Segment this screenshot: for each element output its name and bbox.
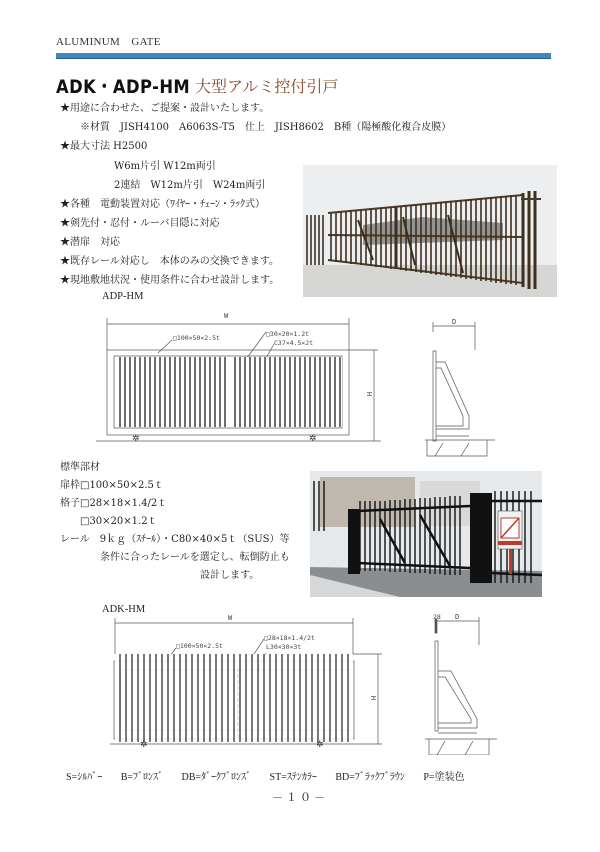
standard-parts-line: 扉枠□100×50×2.5ｔ — [60, 480, 164, 491]
wheel-icon: ✲ — [132, 434, 140, 444]
depth-dimension-label: D — [455, 613, 460, 621]
feature-line: ★各種 電動装置対応（ﾜｲﾔｰ・ﾁｪｰﾝ・ﾗｯｸ式） — [60, 199, 265, 210]
color-legend-item: S=ｼﾙﾊﾞｰ — [66, 772, 103, 783]
angle-spec-callout: L30×30×3t — [266, 643, 302, 651]
adk-hm-side-drawing — [425, 613, 510, 755]
wheel-icon: ✲ — [309, 434, 317, 444]
channel-spec-callout: C37×4.5×2t — [274, 339, 314, 347]
adk-hm-label: ADK-HM — [102, 604, 146, 615]
section-header: ALUMINUM GATE — [56, 36, 161, 48]
feature-line: ★潜扉 対応 — [60, 237, 120, 248]
wheel-icon: ✲ — [140, 740, 148, 750]
bar-spec-callout: □28×18×1.4/2t — [264, 634, 315, 642]
color-legend-item: ST=ｽﾃﾝｶﾗｰ — [269, 772, 317, 783]
width-dimension-label: W — [224, 312, 229, 320]
depth-dimension-label: D — [452, 318, 457, 326]
header-divider — [56, 53, 551, 59]
adp-hm-side-drawing — [425, 318, 510, 458]
frame-spec-callout: □100×50×2.5t — [173, 334, 220, 342]
standard-parts-heading: 標準部材 — [60, 462, 100, 473]
bar-spec-callout: □30×20×1.2t — [266, 330, 310, 338]
product-model-title: ADK・ADP-HM — [56, 76, 191, 98]
height-dimension-label: H — [366, 391, 375, 397]
adp-hm-label: ADP-HM — [102, 291, 144, 302]
color-legend — [66, 768, 481, 783]
adp-hm-elevation-drawing — [96, 310, 386, 455]
feature-line: ★剣先付・忍付・ルーバ目隠に対応 — [60, 218, 220, 229]
center-joint — [228, 357, 231, 427]
color-legend-item: B=ﾌﾞﾛﾝｽﾞ — [120, 772, 164, 783]
standard-parts-line: レール 9ｋｇ（ｽﾁｰﾙ）・C80×40×5ｔ（SUS）等 — [60, 534, 290, 545]
wheel-icon: ✲ — [316, 740, 324, 750]
feature-line: W6m片引 W12m両引 — [114, 161, 216, 172]
page-number: －１０－ — [272, 791, 328, 804]
feature-line: ★既存レール対応し 本体のみの交換できます。 — [60, 256, 279, 267]
standard-parts-line: □30×20×1.2ｔ — [60, 516, 158, 527]
black-gate-image — [310, 471, 542, 597]
adk-hm-bars — [115, 654, 353, 742]
standard-parts-line: 設計します。 — [60, 570, 260, 581]
adp-hm-photo — [303, 165, 557, 297]
product-subtitle: 大型アルミ控付引戸 — [195, 77, 339, 96]
standard-parts-line: 格子□28×18×1.4/2ｔ — [60, 498, 168, 509]
width-dimension-label: W — [228, 614, 233, 622]
color-legend-item: DB=ﾀﾞｰｸﾌﾞﾛﾝｽﾞ — [181, 772, 252, 783]
offset-dimension-label: 28 — [433, 613, 441, 621]
color-legend-item: BD=ﾌﾞﾗｯｸﾌﾞﾗｳﾝ — [335, 772, 405, 783]
feature-line: ※材質 JISH4100 A6063S-T5 仕上 JISH8602 B種（陽極酸化複合皮膜） — [80, 122, 452, 133]
brown-gate-image — [303, 165, 557, 297]
feature-line: ★用途に合わせた、ご提案・設計いたします。 — [60, 103, 270, 114]
adk-hm-elevation-drawing — [100, 614, 390, 759]
feature-line: ★最大寸法 H2500 — [60, 141, 148, 152]
standard-parts-line: 条件に合ったレールを選定し、転倒防止も — [60, 552, 290, 563]
frame-spec-callout: □100×50×2.5t — [176, 642, 223, 650]
adk-hm-photo — [310, 471, 542, 597]
feature-line: ★現地敷地状況・使用条件に合わせ設計します。 — [60, 275, 280, 286]
feature-line: 2連結 W12m片引 W24m両引 — [114, 180, 266, 191]
height-dimension-label: H — [370, 695, 379, 701]
color-legend-item: P=塗装色 — [423, 772, 465, 783]
